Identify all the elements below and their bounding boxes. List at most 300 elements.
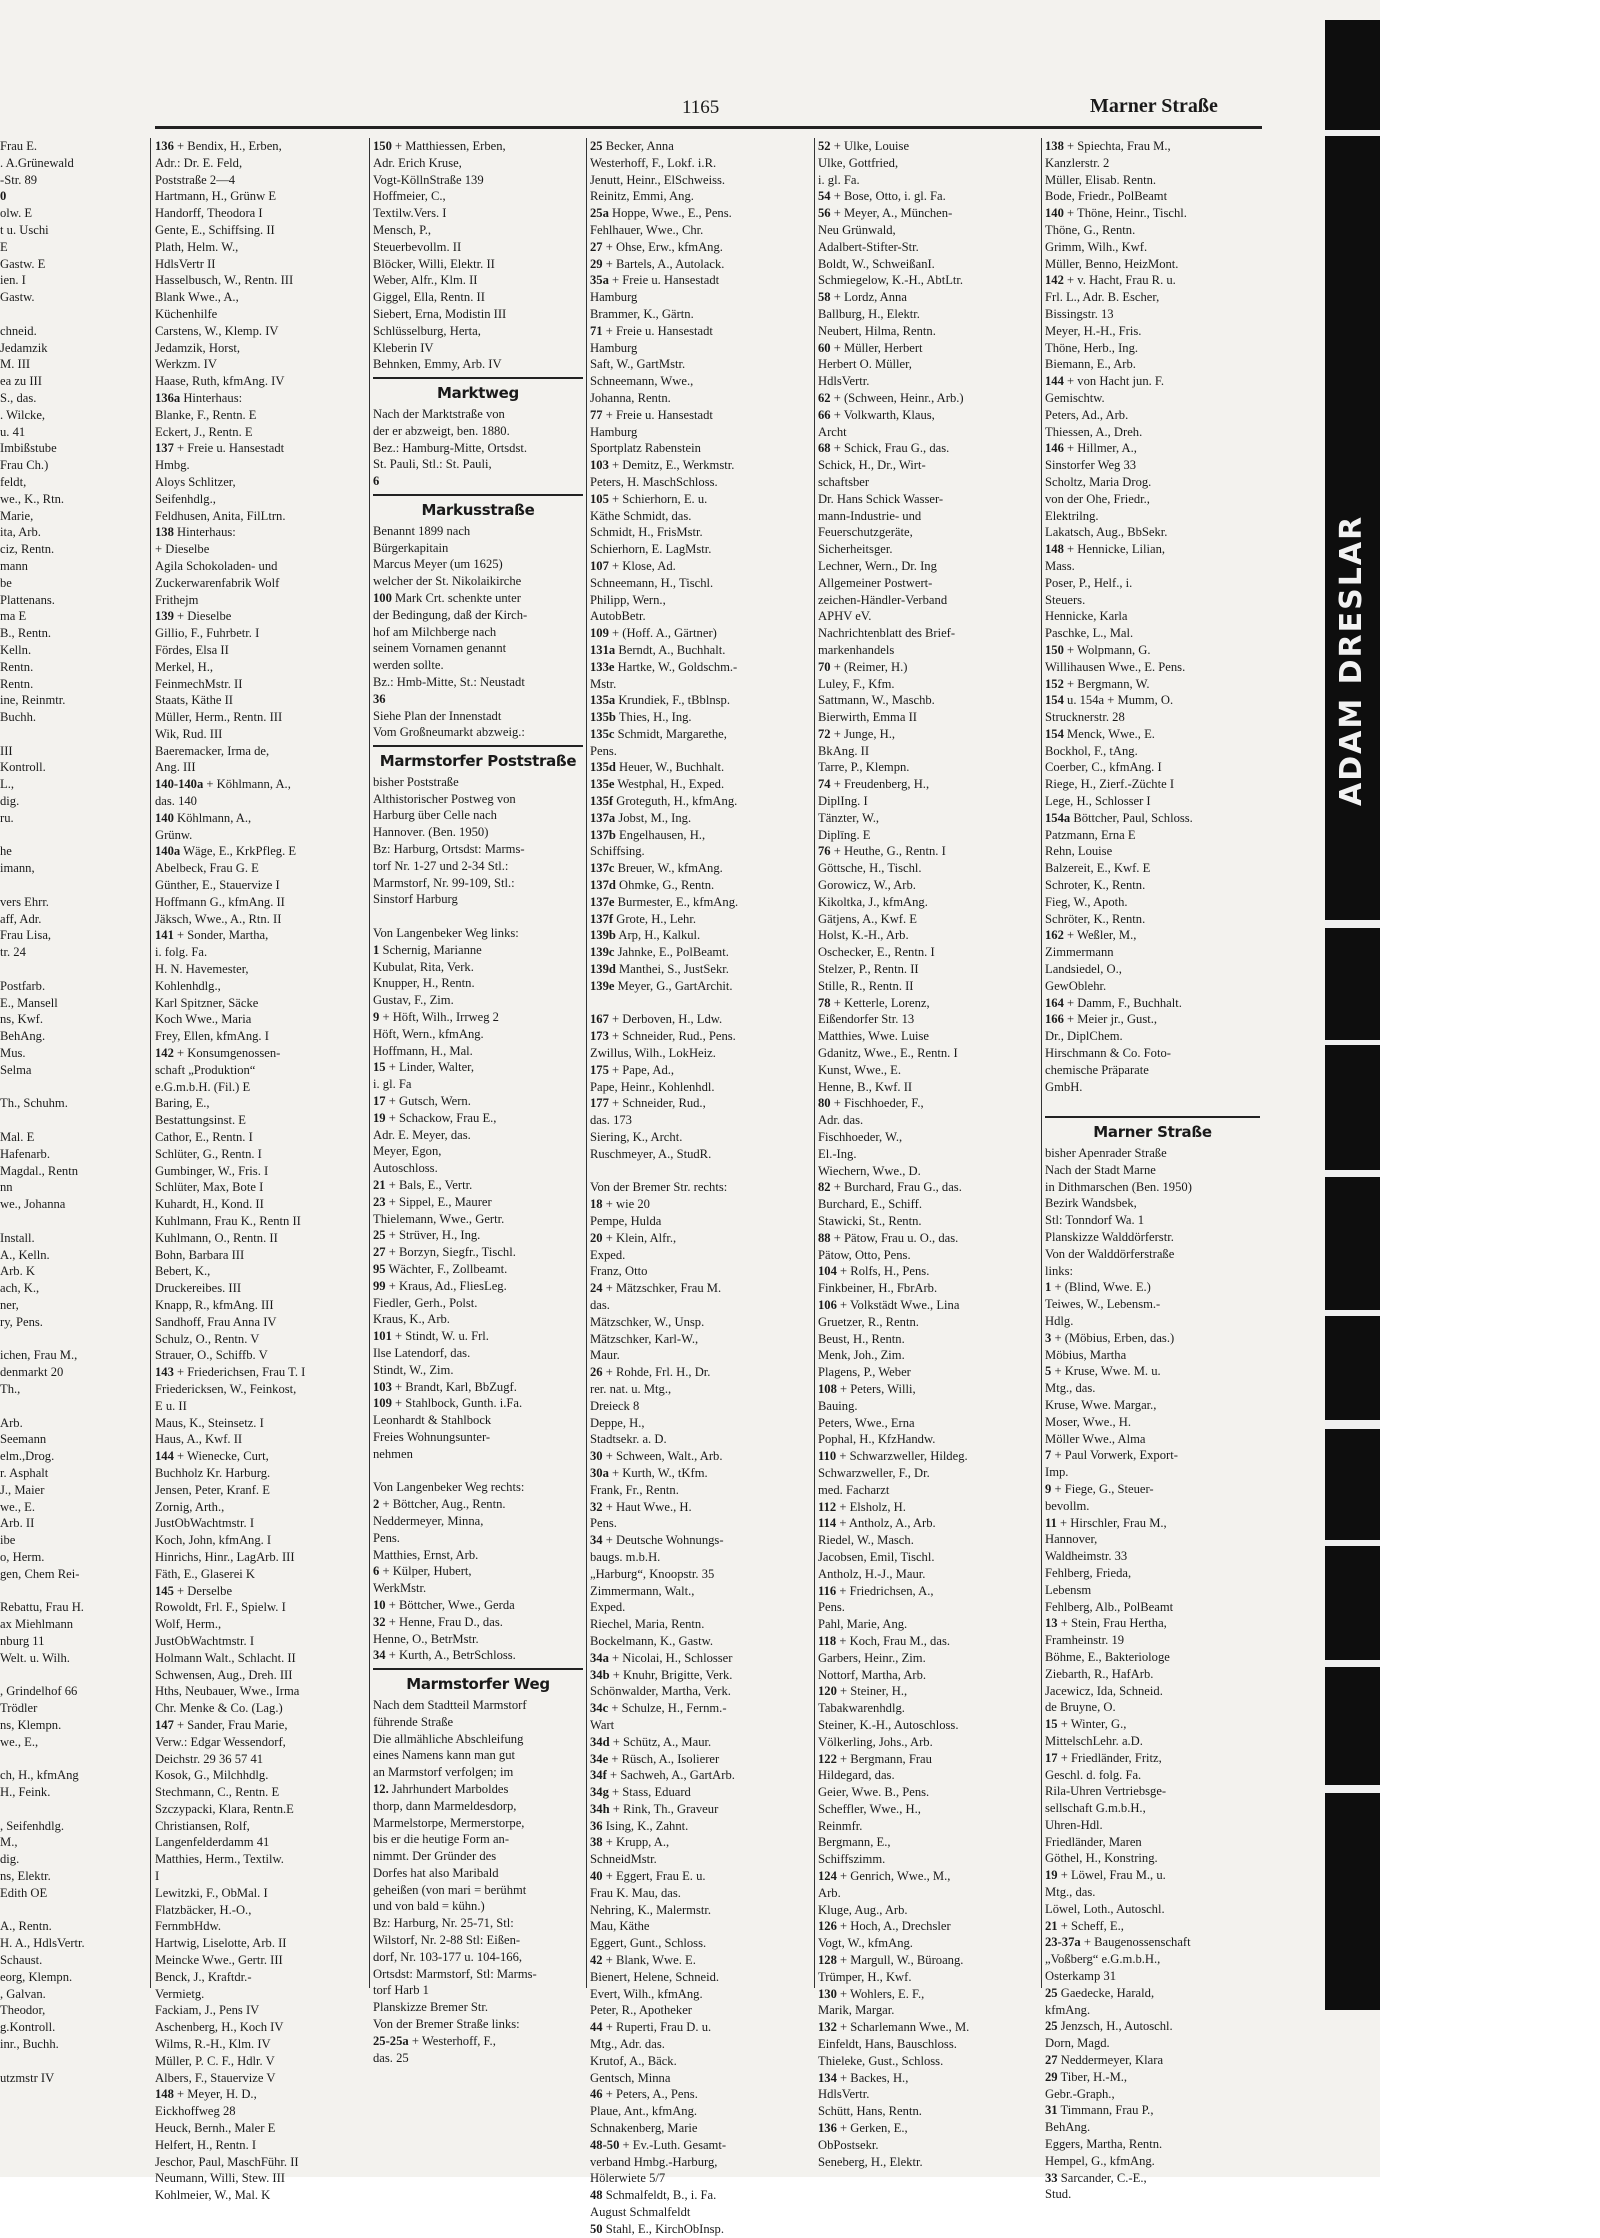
entry-line: 109 + (Hoff. A., Gärtner)	[590, 626, 717, 641]
entry-line: Jacewicz, Ida, Schneid.	[1045, 1683, 1163, 1698]
text-column-4	[590, 138, 810, 2238]
entry-line: 139 + Dieselbe	[155, 609, 232, 624]
entry-line: Friedericksen, W., Feinkost,	[155, 1381, 297, 1396]
entry-line: Lakatsch, Aug., BbSekr.	[1045, 525, 1168, 540]
section-title: Marktweg	[437, 384, 519, 403]
entry-line: Eißendorfer Str. 13	[818, 1012, 915, 1027]
scan-margin	[1380, 0, 1600, 2177]
entry-line: Pens.	[590, 1516, 617, 1531]
entry-line: Mensch, P.,	[373, 222, 432, 237]
entry-line: Schulz, O., Rentn. V	[155, 1331, 260, 1346]
entry-line: ien. I	[0, 273, 26, 288]
house-number: 175	[590, 1062, 609, 1077]
entry-line: Mus.	[0, 1046, 26, 1061]
entry-line: 135f Groteguth, H., kfmAng.	[590, 794, 738, 809]
text-column-3	[373, 138, 583, 2066]
entry-line: ns, Klempn.	[0, 1717, 62, 1732]
section-rule	[373, 377, 583, 379]
house-number: 106	[818, 1297, 837, 1312]
entry-line: 95 Wächter, F., Zollbeamt.	[373, 1262, 508, 1276]
entry-line: Selma	[0, 1062, 32, 1077]
entry-line: Eickhoffweg 28	[155, 2104, 236, 2119]
house-number: 34	[590, 1533, 603, 1548]
blank-line	[0, 1902, 145, 1919]
entry-line: GewOblehr.	[1045, 978, 1107, 993]
text-column-6	[1045, 138, 1260, 2203]
house-number: 139d	[590, 962, 616, 977]
entry-line: Kluge, Aug., Arb.	[818, 1902, 908, 1917]
entry-line: Mtg., Adr. das.	[590, 2037, 665, 2052]
entry-line: Gillio, F., Fuhrbetr. I	[155, 626, 260, 641]
entry-line: Handorff, Theodora I	[155, 206, 263, 221]
house-number: 25	[1045, 1985, 1058, 2000]
entry-line: imann,	[0, 861, 35, 876]
entry-line: Rehn, Louise	[1045, 844, 1113, 859]
entry-line: Kuhlmann, O., Rentn. II	[155, 1230, 278, 1245]
entry-line: 1 + (Blind, Wwe. E.)	[1045, 1280, 1151, 1295]
entry-line: Matthies, Wwe. Luise	[818, 1029, 929, 1044]
blank-line	[0, 877, 145, 894]
entry-line: Höft, Wern., kfmAng.	[373, 1026, 484, 1041]
entry-line: Planskizze Walddörferstr.	[1045, 1230, 1174, 1244]
entry-line: Reinmfr.	[818, 1818, 863, 1833]
entry-line: Weber, Alfr., Klm. II	[373, 273, 478, 288]
entry-line: . Wilcke,	[0, 407, 46, 422]
house-number: 34f	[590, 1768, 607, 1783]
blank-line	[0, 961, 145, 978]
entry-line: 137b Engelhausen, H.,	[590, 827, 706, 842]
entry-line: Gente, E., Schiffsing. II	[155, 222, 275, 237]
house-number: 34d	[590, 1734, 610, 1749]
entry-line: Saft, W., GartMstr.	[590, 357, 686, 372]
entry-line: Von Langenbeker Weg links:	[373, 926, 519, 941]
entry-line: das. 173	[590, 1113, 632, 1128]
entry-line: Matthies, Ernst, Arb.	[373, 1547, 479, 1562]
entry-line: Evert, Wilh., kfmAng.	[590, 1986, 703, 2001]
entry-line: Müller, Herm., Rentn. III	[155, 710, 283, 725]
column-divider	[1041, 138, 1042, 1988]
house-number: 145	[155, 1583, 174, 1598]
entry-line: i. folg. Fa.	[155, 945, 208, 960]
entry-line: Kruse, Wwe. Margar.,	[1045, 1397, 1157, 1412]
entry-line: AutobBetr.	[590, 609, 646, 624]
entry-line: Stawicki, St., Rentn.	[818, 1214, 922, 1228]
entry-line: Deppe, H.,	[590, 1415, 645, 1430]
entry-line: 142 + Konsumgenossen-	[155, 1046, 281, 1061]
entry-line: Schierhorn, E. LagMstr.	[590, 542, 712, 557]
entry-line: 34b + Knuhr, Brigitte, Verk.	[590, 1667, 733, 1682]
entry-line: Bezirk Wandsbek,	[1045, 1196, 1137, 1211]
entry-line: Diplīng. E	[818, 827, 871, 842]
entry-line: 140 + Thöne, Heinr., Tischl.	[1045, 206, 1187, 221]
entry-line: Th.,	[0, 1381, 21, 1396]
entry-line: Thiessen, A., Dreh.	[1045, 424, 1143, 439]
entry-line: Sandhoff, Frau Anna IV	[155, 1314, 277, 1329]
entry-line: Arb.	[0, 1415, 23, 1430]
entry-line: Frau Ch.)	[0, 458, 49, 473]
house-number: 40	[590, 1869, 603, 1884]
text-column-2	[155, 138, 365, 2204]
entry-line: Grünw.	[155, 827, 193, 842]
entry-line: Langenfelderdamm 41	[155, 1835, 270, 1850]
entry-line: Bissingstr. 13	[1045, 306, 1114, 321]
entry-line: Friedländer, Maren	[1045, 1834, 1142, 1849]
house-number: 10	[373, 1597, 386, 1612]
entry-line: Frau E.	[0, 139, 38, 153]
entry-line: Kraus, K., Arb.	[373, 1312, 450, 1327]
entry-line: Mätzschker, Karl-W.,	[590, 1331, 699, 1346]
entry-line: Hafenarb.	[0, 1146, 50, 1161]
entry-line: „Voßberg“ e.G.m.b.H.,	[1045, 1952, 1161, 1967]
house-number: 20	[590, 1230, 603, 1245]
entry-line: Adr. E. Meyer, das.	[373, 1127, 471, 1142]
entry-line: 1 Schernig, Marianne	[373, 942, 482, 957]
entry-line: Henne, B., Kwf. II	[818, 1079, 913, 1094]
house-number: 144	[1045, 374, 1064, 389]
house-number: 144	[155, 1449, 174, 1464]
entry-line: Einfeldt, Hans, Bauschloss.	[818, 2037, 957, 2052]
entry-line: Bez.: Hamburg-Mitte, Ortsdst.	[373, 440, 528, 455]
entry-line: Paschke, L., Mal.	[1045, 626, 1134, 641]
entry-line: Knapp, R., kfmAng. III	[155, 1297, 274, 1312]
entry-line: Oschecker, E., Rentn. I	[818, 945, 935, 960]
entry-line: Vermietg.	[155, 1986, 205, 2001]
entry-line: 107 + Klose, Ad.	[590, 558, 676, 573]
entry-line: Thieleke, Gust., Schloss.	[818, 2053, 944, 2068]
entry-line: 27 Neddermeyer, Klara	[1045, 2053, 1164, 2068]
entry-line: FernmbHdw.	[155, 1919, 221, 1934]
section-rule	[373, 494, 583, 496]
entry-line: Ruschmeyer, A., StudR.	[590, 1146, 712, 1161]
entry-line: 46 + Peters, A., Pens.	[590, 2087, 698, 2102]
entry-line: Henne, O., BetrMstr.	[373, 1631, 479, 1646]
entry-line: Seifenhdlg.,	[155, 491, 216, 506]
entry-line: ch, H., kfmAng	[0, 1768, 79, 1783]
entry-line: M. III	[0, 357, 31, 372]
house-number: 30	[590, 1449, 603, 1464]
entry-line: nburg 11	[0, 1633, 45, 1648]
entry-line: Gätjens, A., Kwf. E	[818, 911, 917, 926]
entry-line: 62 + (Schween, Heinr., Arb.)	[818, 390, 964, 405]
entry-line: 60 + Müller, Herbert	[818, 340, 923, 355]
entry-line: Nottorf, Martha, Arb.	[818, 1667, 927, 1682]
entry-line: Hoffmann, H., Mal.	[373, 1043, 473, 1058]
blank-line	[373, 908, 583, 925]
entry-line: Maur.	[590, 1348, 620, 1363]
entry-line: Siebert, Erna, Modistin III	[373, 306, 507, 321]
entry-line: Dreieck 8	[590, 1398, 640, 1413]
entry-line: Zuckerwarenfabrik Wolf	[155, 575, 280, 590]
blank-line	[0, 1079, 145, 1096]
entry-line: 18 + wie 20	[590, 1197, 650, 1212]
entry-line: St. Pauli, Stl.: St. Pauli,	[373, 457, 492, 472]
entry-line: WerkMstr.	[373, 1581, 427, 1596]
entry-line: 109 + Stahlbock, Gunth. i.Fa.	[373, 1396, 523, 1411]
entry-line: 34e + Rüsch, A., Isolierer	[590, 1751, 720, 1766]
house-number: 6	[373, 1564, 380, 1579]
entry-line: BkAng. II	[818, 743, 870, 758]
entry-line: Pens.	[590, 743, 617, 758]
house-number: 21	[1045, 1918, 1058, 1933]
entry-line: S., das.	[0, 390, 37, 405]
entry-line: Agila Schokoladen- und	[155, 558, 278, 573]
entry-line: Imp.	[1045, 1465, 1069, 1480]
entry-line: Trödler	[0, 1701, 38, 1716]
entry-line: Müller, Benno, HeizMont.	[1045, 256, 1179, 271]
entry-line: Eggert, Gunt., Schloss.	[590, 1936, 707, 1951]
entry-line: 54 + Bose, Otto, i. gl. Fa.	[818, 189, 946, 204]
entry-line: 52 + Ulke, Louise	[818, 139, 910, 153]
entry-line: Holst, K.-H., Arb.	[818, 928, 909, 943]
entry-line: Thöne, G., Rentn.	[1045, 222, 1136, 237]
column-divider	[369, 138, 370, 1988]
section-title: Marner Straße	[1093, 1123, 1212, 1142]
entry-line: 25 Becker, Anna	[590, 139, 674, 153]
entry-line: 21 + Bals, E., Vertr.	[373, 1178, 473, 1193]
entry-line: Textilw.Vers. I	[373, 206, 447, 221]
entry-line: Göttsche, H., Tischl.	[818, 861, 922, 876]
entry-line: 137a Jobst, M., Ing.	[590, 810, 692, 825]
house-number: 25	[373, 1228, 386, 1243]
entry-line: Koch Wwe., Maria	[155, 1012, 252, 1027]
text-column-5	[818, 138, 1038, 2170]
house-number: 103	[590, 458, 609, 473]
entry-line: Hoffmeier, C.,	[373, 189, 446, 204]
entry-line: Schiffsing.	[590, 844, 645, 859]
entry-line: Theodor,	[0, 2003, 46, 2018]
entry-line: Kontroll.	[0, 760, 46, 775]
entry-line: Rowoldt, Frl. F., Spielw. I	[155, 1600, 286, 1615]
entry-line: Hmbg.	[155, 458, 190, 473]
entry-line: Wilms, R.-H., Klm. IV	[155, 2037, 271, 2052]
entry-line: 140 Köhlmann, A.,	[155, 810, 252, 825]
entry-line: Biemann, E., Arb.	[1045, 357, 1136, 372]
entry-line: Hartwig, Liselotte, Arb. II	[155, 1936, 287, 1951]
entry-line: Mätzschker, W., Unsp.	[590, 1314, 705, 1329]
entry-line: Marcus Meyer (um 1625)	[373, 557, 503, 572]
entry-line: welcher der St. Nikolaikirche	[373, 574, 522, 589]
entry-line: das. 140	[155, 794, 197, 809]
entry-line: Die allmähliche Abschleifung	[373, 1731, 524, 1746]
entry-line: Heuck, Bernh., Maler E	[155, 2121, 276, 2136]
entry-line: und von bald = kühn.)	[373, 1899, 485, 1914]
entry-line: BehAng.	[0, 1029, 46, 1044]
entry-line: Fäth, E., Glaserei K	[155, 1566, 256, 1581]
entry-line: r. Asphalt	[0, 1465, 49, 1480]
entry-line: 11 + Hirschler, Frau M.,	[1045, 1515, 1167, 1530]
entry-line: Plattenans.	[0, 592, 55, 607]
entry-line: 12. Jahrhundert Marboldes	[373, 1781, 509, 1796]
entry-line: E	[0, 239, 8, 254]
house-number: 135a	[590, 693, 616, 708]
binding-stamp-text: ADAM DRESLAR	[1334, 514, 1369, 806]
house-number: 44	[590, 2020, 603, 2035]
entry-line: 132 + Scharlemann Wwe., M.	[818, 2020, 970, 2035]
entry-line: 25a Hoppe, Wwe., E., Pens.	[590, 206, 732, 221]
entry-line: 128 + Margull, W., Büroang.	[818, 1953, 964, 1968]
entry-line: 100 Mark Crt. schenkte unter	[373, 590, 521, 605]
blank-line	[1045, 1095, 1260, 1112]
entry-line: Hths, Neubauer, Wwe., Irma	[155, 1684, 300, 1699]
entry-line: III	[0, 743, 13, 758]
house-number: 24	[590, 1281, 603, 1296]
house-number: 136a	[155, 390, 181, 405]
house-number: 140-140a	[155, 777, 204, 792]
entry-line: 15 + Linder, Walter,	[373, 1060, 475, 1075]
house-number: 13	[1045, 1616, 1058, 1631]
entry-line: dig.	[0, 1852, 20, 1867]
entry-line: denmarkt 20	[0, 1365, 64, 1380]
entry-line: H. N. Havemester,	[155, 962, 249, 977]
entry-line: Lebensm	[1045, 1582, 1092, 1597]
entry-line: 167 + Derboven, H., Ldw.	[590, 1012, 723, 1027]
entry-line: Schlüter, G., Rentn. I	[155, 1146, 262, 1161]
entry-line: Merkel, H.,	[155, 659, 214, 674]
entry-line: Schaust.	[0, 1953, 43, 1968]
house-number: 118	[818, 1633, 837, 1648]
entry-line: 23 + Sippel, E., Maurer	[373, 1194, 492, 1209]
house-number: 135b	[590, 710, 616, 725]
entry-line: 38 + Krupp, A.,	[590, 1835, 670, 1850]
entry-line: Postfarb.	[0, 978, 46, 993]
house-number: 82	[818, 1180, 831, 1195]
entry-line: Bz.: Hmb-Mitte, St.: Neustadt	[373, 674, 525, 689]
house-number: 25	[1045, 2019, 1058, 2034]
entry-line: Deichstr. 29 36 57 41	[155, 1751, 264, 1766]
entry-line: 146 + Hillmer, A.,	[1045, 441, 1137, 456]
house-number: 9	[1045, 1481, 1052, 1496]
entry-line: Pens.	[373, 1530, 400, 1545]
entry-line: aff, Adr.	[0, 911, 42, 926]
header-rule	[155, 126, 1262, 129]
blank-line	[373, 1463, 583, 1480]
entry-line: mann	[0, 558, 28, 573]
entry-line: Frau Lisa,	[0, 928, 52, 943]
entry-line: Karl Spitzner, Säcke	[155, 995, 259, 1010]
entry-line: Balzereit, E., Kwf. E	[1045, 861, 1151, 876]
house-number: 48-50	[590, 2137, 620, 2152]
entry-line: 105 + Schierhorn, E. u.	[590, 491, 708, 506]
entry-line: 27 + Borzyn, Siegfr., Tischl.	[373, 1245, 516, 1260]
entry-line: HdlsVertr.	[818, 2087, 870, 2102]
entry-line: Benannt 1899 nach	[373, 523, 471, 538]
entry-line: Von der Bremer Str. rechts:	[590, 1180, 728, 1195]
house-number: 32	[590, 1499, 603, 1514]
house-number: 66	[818, 407, 831, 422]
entry-line: 9 + Höft, Wilh., Irrweg 2	[373, 1010, 499, 1025]
entry-line: Maus, K., Steinsetz. I	[155, 1415, 264, 1430]
entry-line: 21 + Scheff, E.,	[1045, 1918, 1124, 1933]
entry-line: Marmstorf, Nr. 99-109, Stl.:	[373, 875, 515, 890]
entry-line: BehAng.	[1045, 2120, 1091, 2135]
house-number: 27	[1045, 2053, 1058, 2068]
entry-line: Seneberg, H., Elektr.	[818, 2154, 923, 2169]
entry-line: Thöne, Herb., Ing.	[1045, 340, 1139, 355]
entry-line: 126 + Hoch, A., Drechsler	[818, 1919, 951, 1934]
house-number: 99	[373, 1278, 386, 1293]
entry-line: Exped.	[590, 1247, 626, 1262]
entry-line: Gentsch, Minna	[590, 2070, 671, 2085]
house-number: 33	[1045, 2170, 1058, 2185]
entry-line: Hennicke, Karla	[1045, 609, 1128, 624]
entry-line: 137 + Freie u. Hansestadt	[155, 441, 285, 456]
entry-line: Sicherheitsger.	[818, 542, 893, 557]
house-number: 3	[1045, 1330, 1052, 1345]
house-number: 36	[590, 1818, 603, 1833]
entry-line: 104 + Rolfs, H., Pens.	[818, 1264, 930, 1279]
entry-line: Beust, H., Rentn.	[818, 1331, 905, 1346]
entry-line: der er abzweigt, ben. 1880.	[373, 423, 510, 438]
entry-line: E u. II	[155, 1398, 187, 1413]
entry-line: Allgemeiner Postwert-	[818, 575, 933, 590]
house-number: 60	[818, 340, 831, 355]
entry-line: ea zu III	[0, 374, 42, 389]
entry-line: 139e Meyer, G., GartArchit.	[590, 978, 733, 993]
entry-line: 145 + Derselbe	[155, 1583, 233, 1598]
entry-line: Dr., DiplChem.	[1045, 1029, 1123, 1044]
entry-line: Schröter, K., Rentn.	[1045, 911, 1146, 926]
entry-line: g.Kontroll.	[0, 2020, 56, 2035]
entry-line: Schütt, Hans, Rentn.	[818, 2104, 922, 2119]
house-number: 154a	[1045, 810, 1071, 825]
entry-line: Sinstorfer Weg 33	[1045, 458, 1137, 473]
entry-line: Riechel, Maria, Rentn.	[590, 1617, 705, 1632]
entry-line: SchneidMstr.	[590, 1852, 657, 1867]
house-number: 48	[590, 2188, 603, 2203]
house-number: 15	[373, 1060, 386, 1075]
house-number: 15	[1045, 1717, 1058, 1732]
entry-line: i. gl. Fa.	[818, 172, 860, 187]
house-number: 72	[818, 726, 831, 741]
entry-line: schaftsber	[818, 474, 870, 489]
house-number: 23-37a	[1045, 1935, 1081, 1950]
entry-line: Von Langenbeker Weg rechts:	[373, 1480, 525, 1495]
house-number: 166	[1045, 1012, 1064, 1027]
entry-line: Wiechern, Wwe., D.	[818, 1163, 921, 1178]
entry-line: 110 + Schwarzweller, Hildeg.	[818, 1449, 968, 1464]
entry-line: he	[0, 844, 12, 859]
entry-line: Stud.	[1045, 2187, 1072, 2202]
entry-line: Gastw. E	[0, 256, 46, 271]
house-number: 130	[818, 1986, 837, 2001]
house-number: 142	[1045, 273, 1064, 288]
entry-line: Philipp, Wern.,	[590, 592, 666, 607]
house-number: 34g	[590, 1785, 609, 1800]
house-number: 68	[818, 441, 831, 456]
entry-line: Schönwalder, Martha, Verk.	[590, 1684, 731, 1699]
house-number: 78	[818, 995, 831, 1010]
entry-line: Bohn, Barbara III	[155, 1247, 245, 1262]
entry-line: , Galvan.	[0, 1986, 46, 2001]
entry-line: Matthies, Herm., Textilw.	[155, 1852, 284, 1867]
entry-line: ichen, Frau M.,	[0, 1348, 78, 1363]
house-number: 141	[155, 928, 174, 943]
entry-line: 139c Jahnke, E., PolBeamt.	[590, 945, 729, 960]
house-number: 34a	[590, 1650, 609, 1665]
house-number: 137d	[590, 878, 616, 893]
entry-line: Sinstorf Harburg	[373, 892, 458, 907]
house-number: 137c	[590, 861, 615, 876]
entry-line: 131a Berndt, A., Buchhalt.	[590, 642, 726, 657]
entry-line: Waldheimstr. 33	[1045, 1549, 1128, 1564]
entry-line: Bockelmann, K., Gastw.	[590, 1633, 713, 1648]
house-number: 134	[818, 2070, 837, 2085]
entry-line: Göthel, H., Konstring.	[1045, 1851, 1158, 1866]
entry-line: de Bruyne, O.	[1045, 1700, 1116, 1715]
entry-line: Hannover,	[1045, 1532, 1098, 1547]
house-number: 27	[373, 1245, 386, 1260]
house-number: 62	[818, 390, 831, 405]
